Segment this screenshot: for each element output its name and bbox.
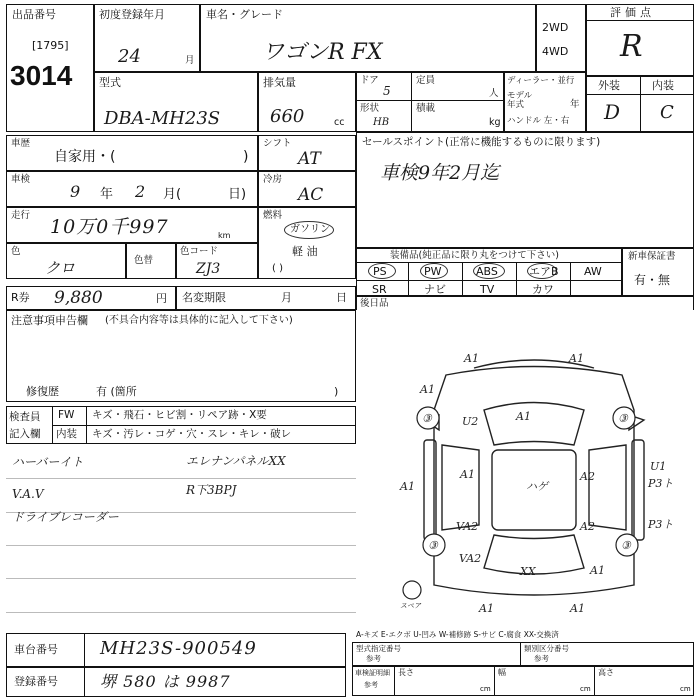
car-damage-diagram: [384, 350, 684, 620]
category-label: 類別区分番号: [524, 644, 569, 653]
sales-point-label: セールスポイント(正常に機能するものに限ります): [362, 136, 601, 148]
load-unit: kg: [489, 117, 501, 128]
shift-label: シフト: [263, 138, 292, 149]
damage-mark: P3ト: [648, 477, 674, 490]
hand-note-left-3: ドライブレコーダー: [12, 510, 119, 524]
lot-label: 出品番号: [12, 8, 56, 21]
damage-mark: U1: [650, 460, 667, 473]
damage-mark: A1: [420, 383, 435, 396]
damage-mark: U2: [462, 415, 479, 428]
repair-close: ): [334, 385, 339, 398]
drive-2wd: 2WD: [542, 21, 569, 34]
damage-legend: A-キズ E-エクボ U-凹み W-補修跡 S-サビ C-腐食 XX-交換済: [356, 630, 559, 639]
model-year-label: モデル年式: [507, 91, 533, 111]
equip-sr: SR: [372, 283, 387, 296]
sales-point-text: 車検9年2月迄: [380, 162, 500, 184]
shape-value: HB: [373, 117, 390, 128]
cooler-label: 冷房: [263, 174, 283, 185]
capacity-unit: 人: [489, 88, 499, 99]
damage-mark: A1: [460, 468, 475, 481]
hand-note-right-2: R下3BPJ: [186, 483, 237, 497]
history-value: 自家用・(: [54, 149, 116, 165]
score-label: 評価点: [610, 6, 655, 19]
damage-mark: A2: [580, 520, 595, 533]
damage-mark: A1: [570, 602, 585, 615]
model-year-unit: 年: [570, 99, 580, 110]
warranty-label: 新車保証書: [628, 251, 676, 262]
hand-note-left-1: ハーバーイト: [12, 455, 84, 469]
model-label: 型式: [99, 76, 121, 89]
lot-number: 3014: [10, 60, 73, 91]
mileage-value: 10万0千997: [50, 216, 169, 238]
fuel-other: ( ): [272, 263, 283, 274]
model-spec-label: 型式指定番号: [356, 644, 401, 653]
hand-note-left-2: V.A.V: [12, 487, 44, 501]
spare-tire: [403, 581, 421, 599]
damage-mark: VA2: [456, 520, 479, 533]
capacity-label: 定員: [416, 75, 436, 86]
damage-mark: A1: [464, 352, 479, 365]
checker-int-text: キズ・汚レ・コゲ・穴・スレ・キレ・破レ: [92, 428, 292, 440]
first-reg-year: 24: [118, 46, 141, 67]
equip-navi: ナビ: [424, 283, 446, 296]
damage-mark: ③: [422, 412, 432, 425]
equip-abs: ABS: [476, 265, 498, 278]
shape-label: 形状: [360, 103, 380, 114]
repaint-label: 色替: [134, 255, 154, 266]
registration-value: 堺 580 は 9987: [100, 672, 231, 691]
color-value: クロ: [45, 259, 76, 277]
history-cell: [6, 135, 258, 171]
damage-mark: A1: [569, 352, 584, 365]
history-label: 車歴: [11, 138, 31, 149]
category-ref: 参考: [534, 654, 549, 663]
damage-mark: ③: [428, 539, 438, 552]
doors-value: 5: [383, 84, 391, 98]
model-value: DBA-MH23S: [104, 108, 221, 129]
equip-ps: PS: [373, 265, 387, 278]
chassis-value: MH23S-900549: [100, 638, 257, 659]
load-label: 積載: [416, 103, 436, 114]
notes-hint: (不具合内容等は具体的に記入して下さい): [105, 315, 293, 326]
center-note: ハゲ: [526, 480, 548, 493]
damage-mark: P3ト: [648, 518, 674, 531]
drive-cell: [536, 4, 586, 72]
cert-ref: 参考: [364, 681, 378, 689]
height-unit: cm: [680, 685, 691, 693]
damage-mark: VA2: [459, 552, 482, 565]
equip-leather: カワ: [532, 283, 554, 296]
after-label: 後日品: [360, 298, 389, 309]
color-code-value: ZJ3: [196, 261, 221, 277]
damage-mark: ③: [618, 412, 628, 425]
history-close: ): [243, 149, 249, 165]
model-spec-cell: [352, 642, 694, 666]
checker-int-label: 内装: [56, 428, 77, 440]
title-change-day: 日: [336, 291, 347, 304]
equip-tv: TV: [480, 283, 495, 296]
warranty-value: 有・無: [634, 273, 671, 287]
checker-label: 検査員記入欄: [9, 411, 41, 440]
model-spec-ref: 参考: [366, 654, 381, 663]
equip-airbag: エアB: [529, 265, 559, 278]
equip-pw: PW: [424, 265, 442, 278]
color-label: 色: [11, 246, 21, 257]
cert-label: 車検証明細: [355, 669, 390, 677]
repair-label: 修復歴: [26, 385, 59, 398]
doors-label: ドア: [360, 75, 379, 86]
equipment-label: 装備品(純正品に限り丸をつけて下さい): [390, 250, 559, 261]
damage-mark: A1: [590, 564, 605, 577]
exterior-label: 外装: [598, 79, 620, 92]
after-items-cell: [356, 296, 694, 310]
score-value: R: [620, 29, 643, 64]
notes-label: 注意事項申告欄: [11, 314, 88, 327]
inspection-year: 9: [70, 182, 81, 201]
mileage-label: 走行: [11, 210, 31, 221]
lot-sub: [1795]: [32, 39, 69, 52]
checker-fw-text: キズ・飛石・ヒビ割・リペア跡・X要: [92, 409, 267, 421]
chassis-label: 車台番号: [14, 643, 58, 656]
color-code-label: 色コード: [180, 246, 219, 257]
shift-value: AT: [298, 149, 321, 169]
mileage-unit: km: [218, 231, 231, 240]
length-label: 長さ: [398, 668, 414, 677]
handle-label: ハンドル 左・右: [507, 116, 570, 126]
width-unit: cm: [580, 685, 591, 693]
fuel-diesel: 軽 油: [292, 245, 318, 258]
interior-label: 内装: [652, 79, 674, 92]
recycle-label: R券: [11, 291, 30, 304]
exterior-value: D: [604, 100, 621, 124]
inspection-label: 車検: [11, 174, 31, 185]
displacement-unit: cc: [334, 117, 345, 128]
damage-mark: ③: [621, 539, 631, 552]
registration-label: 登録番号: [14, 675, 58, 688]
name-grade-label: 車名・グレード: [206, 8, 283, 21]
sales-point-cell: [356, 132, 694, 248]
first-reg-label: 初度登録年月: [99, 8, 165, 21]
displacement-value: 660: [270, 106, 305, 127]
recycle-unit: 円: [156, 292, 167, 305]
dealer-label: ディーラー・並行: [507, 76, 575, 86]
interior-value: C: [660, 102, 674, 123]
inspection-cell: [6, 171, 258, 207]
equip-aw: AW: [584, 265, 602, 278]
damage-mark: XX: [520, 565, 536, 578]
title-change-label: 名変期限: [182, 291, 226, 304]
inspection-year-unit: 年: [100, 187, 114, 202]
drive-4wd: 4WD: [542, 45, 569, 58]
damage-mark: A2: [580, 470, 595, 483]
car-outline: [424, 360, 644, 595]
inspection-month-unit: 月(: [163, 187, 182, 202]
length-unit: cm: [480, 685, 491, 693]
fuel-label: 燃料: [263, 210, 283, 221]
title-change-month: 月: [281, 291, 292, 304]
hand-note-right-1: エレナンパネルXX: [186, 454, 286, 468]
height-label: 高さ: [598, 668, 614, 677]
inspection-month: 2: [135, 182, 146, 201]
cooler-value: AC: [298, 185, 324, 205]
inspection-day-unit: 日): [228, 187, 247, 202]
recycle-value: 9,880: [54, 288, 103, 308]
damage-mark: A1: [400, 480, 415, 493]
repair-value: 有 (箇所: [96, 385, 137, 398]
damage-mark: A1: [479, 602, 494, 615]
first-reg-month-unit: 月: [185, 55, 195, 66]
displacement-label: 排気量: [263, 76, 296, 89]
damage-mark: A1: [516, 410, 531, 423]
checker-fw-label: FW: [58, 409, 75, 421]
spare-note: スペア: [400, 602, 421, 610]
width-label: 幅: [498, 668, 506, 677]
fuel-gasoline: ガソリン: [290, 224, 330, 235]
car-name: ワゴンR FX: [262, 40, 383, 65]
